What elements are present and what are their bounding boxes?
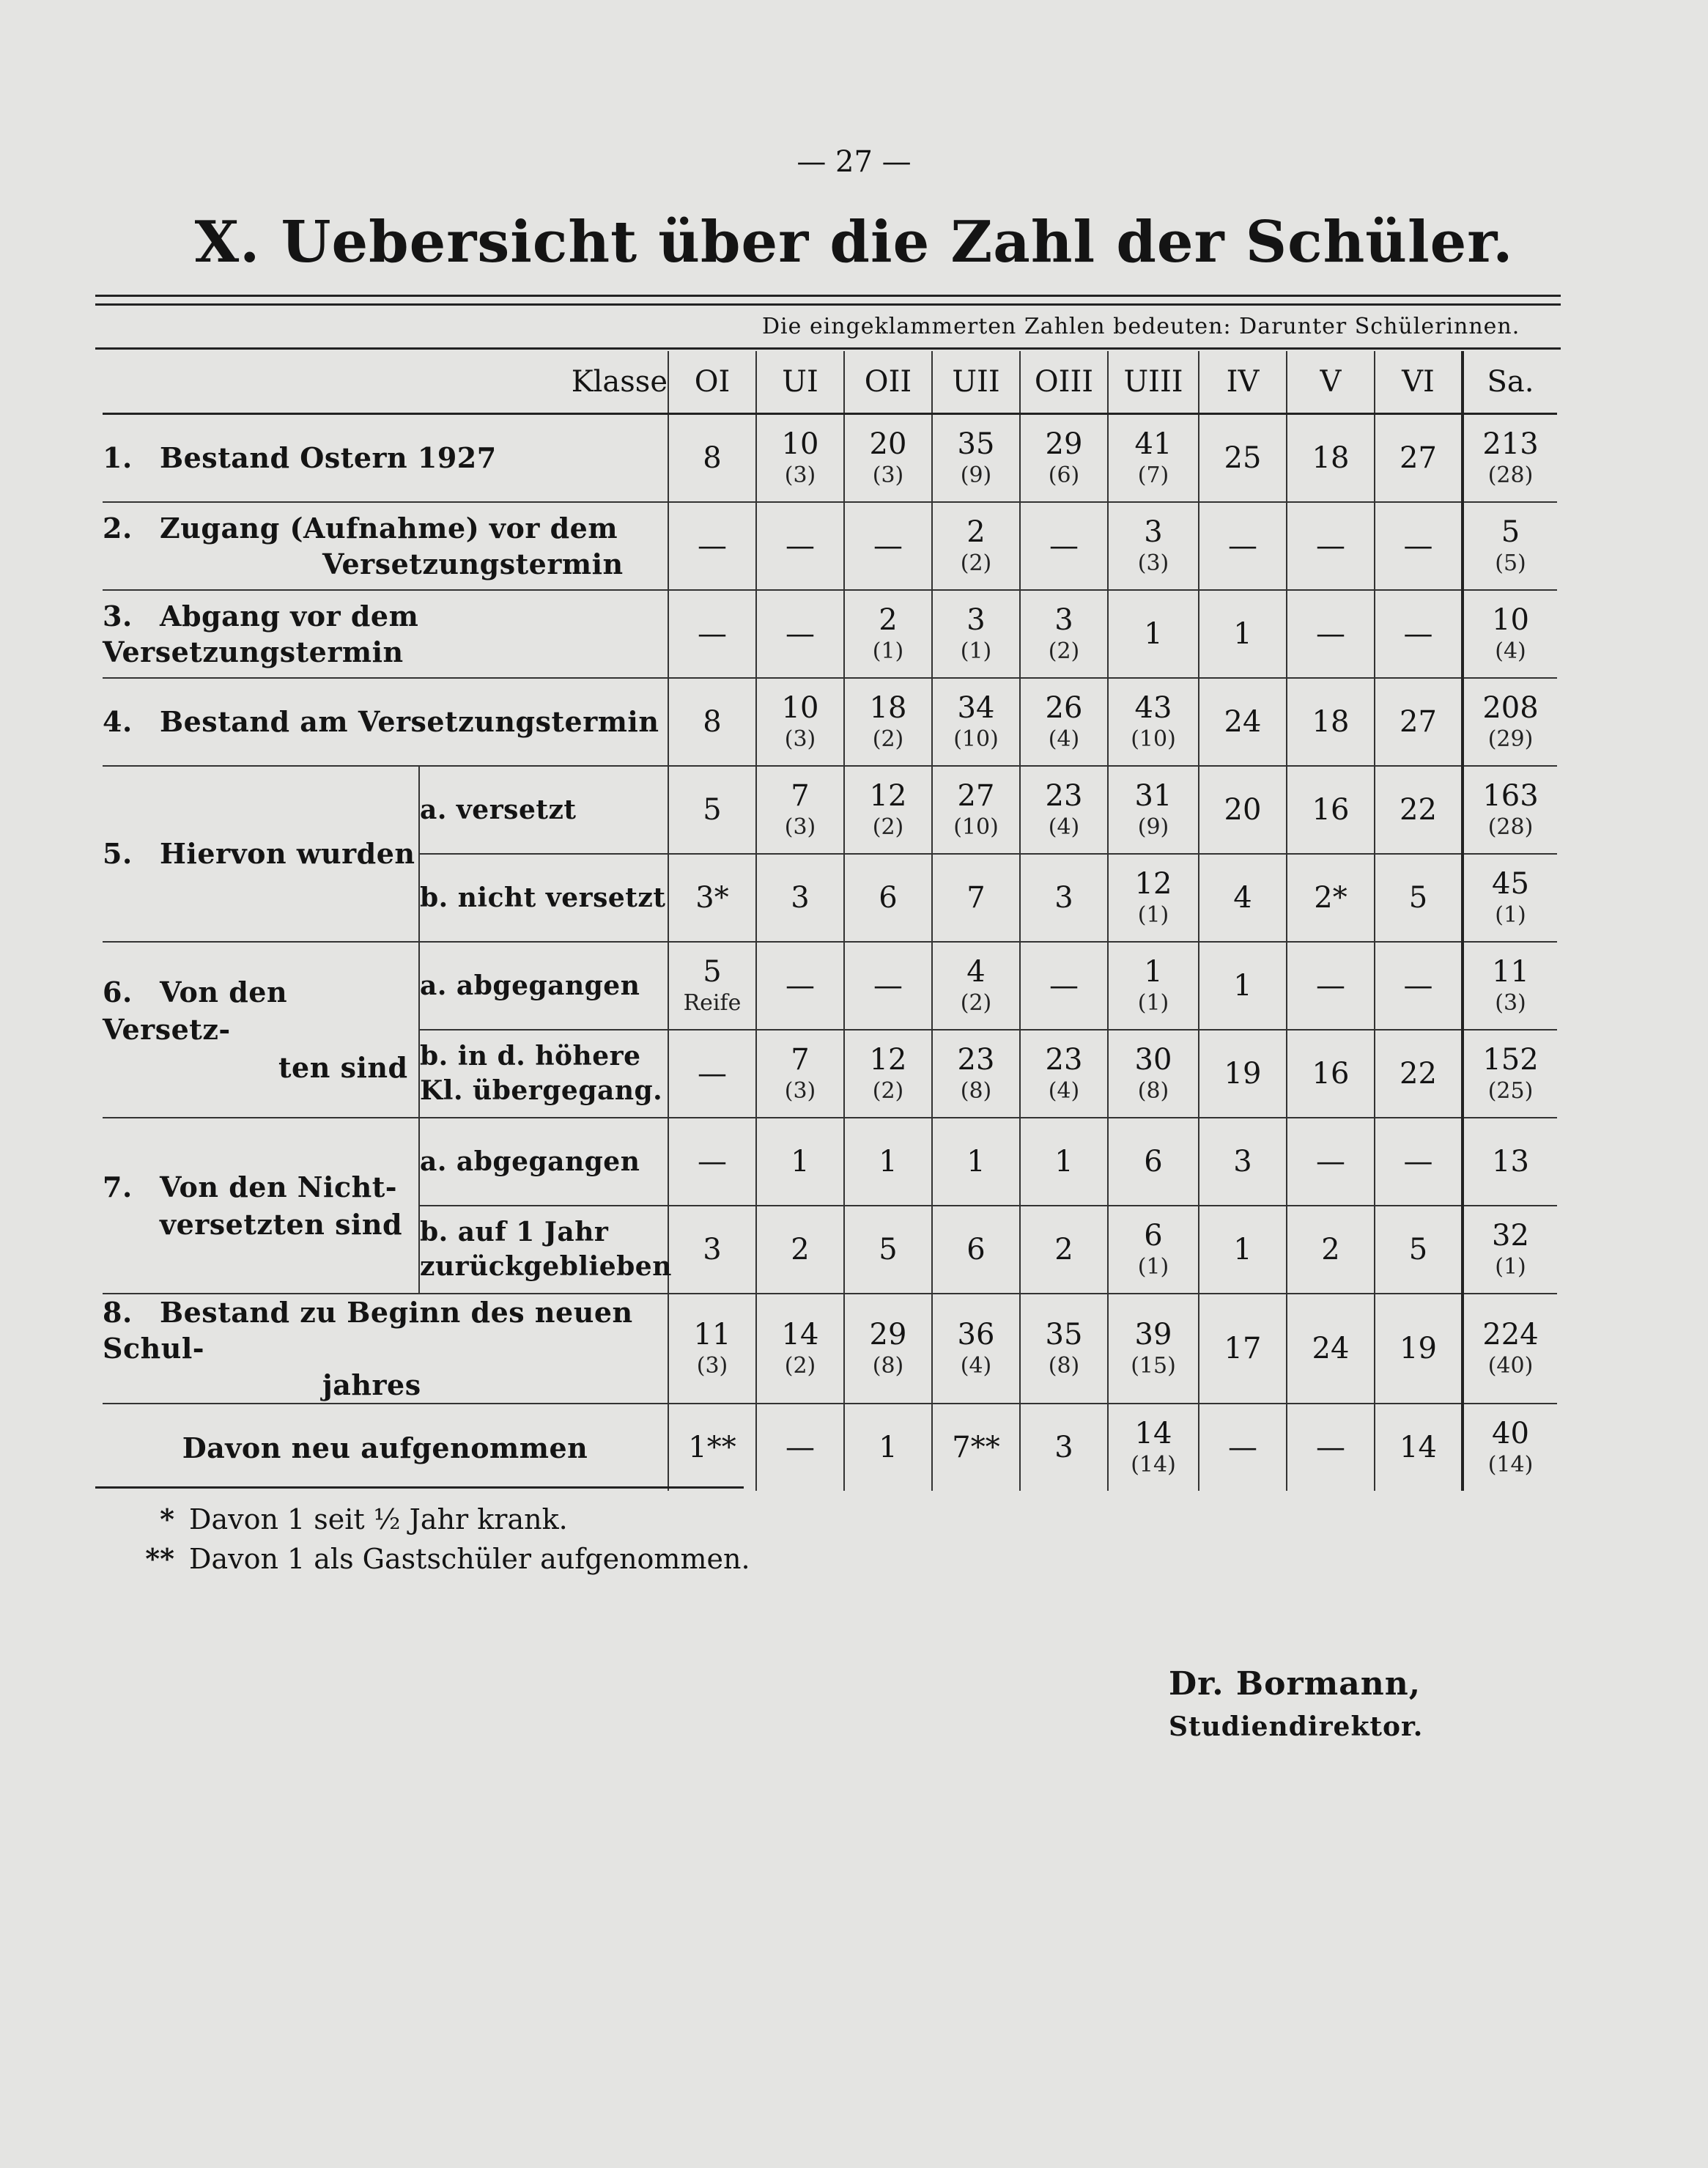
data-cell: 6 (1) <box>1108 1206 1199 1294</box>
student-count-table <box>103 351 1557 1491</box>
data-cell: — <box>668 502 756 590</box>
data-cell: 10 (3) <box>756 678 844 766</box>
data-cell: 43 (10) <box>1108 678 1199 766</box>
col-header: OIII <box>1020 351 1108 414</box>
col-header: IV <box>1199 351 1287 414</box>
data-cell: 14 (14) <box>1108 1404 1199 1491</box>
sub-row-label: a. abgegangen <box>419 1118 668 1206</box>
data-cell: 2 (2) <box>932 502 1020 590</box>
data-cell: 3* <box>668 854 756 942</box>
signature-title: Studiendirektor. <box>1169 1711 1424 1742</box>
data-cell: 17 <box>1199 1294 1287 1404</box>
data-cell: — <box>1287 1404 1375 1491</box>
data-cell: — <box>1287 1118 1375 1206</box>
sub-row-label: b. nicht versetzt <box>419 854 668 942</box>
data-cell: 2* <box>1287 854 1375 942</box>
data-cell: — <box>668 1118 756 1206</box>
page-number: — 27 — <box>796 145 912 179</box>
title-double-rule <box>95 295 1561 306</box>
data-cell: — <box>844 502 932 590</box>
data-cell: 16 <box>1287 766 1375 854</box>
data-cell: 10 (3) <box>756 414 844 503</box>
data-cell: 2 <box>756 1206 844 1294</box>
data-cell: 23 (8) <box>932 1030 1020 1118</box>
signature-name: Dr. Bormann, <box>1169 1665 1422 1703</box>
data-cell: 7 (3) <box>756 1030 844 1118</box>
data-cell: — <box>1375 1118 1463 1206</box>
data-cell: 34 (10) <box>932 678 1020 766</box>
data-cell: 8 <box>668 678 756 766</box>
data-cell: 1 <box>844 1404 932 1491</box>
total-cell: 13 <box>1463 1118 1557 1206</box>
group-label: 5. Hiervon wurden <box>103 766 419 942</box>
data-cell: 3 <box>1020 854 1108 942</box>
table-row <box>103 678 1557 766</box>
data-cell: 1 <box>1020 1118 1108 1206</box>
data-cell: — <box>756 942 844 1030</box>
data-cell: 20 <box>1199 766 1287 854</box>
data-cell: 2 (1) <box>844 590 932 678</box>
col-header: OII <box>844 351 932 414</box>
data-cell: 3 <box>668 1206 756 1294</box>
data-cell: 29 (8) <box>844 1294 932 1404</box>
data-cell: — <box>1287 502 1375 590</box>
col-header: V <box>1287 351 1375 414</box>
col-header: UI <box>756 351 844 414</box>
data-cell: 2 <box>1020 1206 1108 1294</box>
data-cell: 3 <box>1020 1404 1108 1491</box>
data-cell: 7 (3) <box>756 766 844 854</box>
data-cell: 8 <box>668 414 756 503</box>
data-cell: 3 <box>1199 1118 1287 1206</box>
total-cell: 11 (3) <box>1463 942 1557 1030</box>
data-cell: 16 <box>1287 1030 1375 1118</box>
table-note: Die eingeklammerten Zahlen bedeuten: Darunter Schülerinnen. <box>762 314 1520 339</box>
data-cell: 5 <box>1375 854 1463 942</box>
total-cell: 224 (40) <box>1463 1294 1557 1404</box>
data-cell: 5 Reife <box>668 942 756 1030</box>
header-row <box>103 351 1557 414</box>
data-cell: 26 (4) <box>1020 678 1108 766</box>
data-cell: 30 (8) <box>1108 1030 1199 1118</box>
data-cell: 14 (2) <box>756 1294 844 1404</box>
data-cell: 24 <box>1287 1294 1375 1404</box>
data-cell: 4 (2) <box>932 942 1020 1030</box>
data-cell: 35 (9) <box>932 414 1020 503</box>
data-cell: — <box>1199 502 1287 590</box>
group-label: 6. Von den Versetz- ten sind <box>103 942 419 1118</box>
data-cell: — <box>1287 942 1375 1030</box>
data-cell: 1 <box>844 1118 932 1206</box>
sub-row-label: a. versetzt <box>419 766 668 854</box>
data-cell: 19 <box>1375 1294 1463 1404</box>
data-cell: 20 (3) <box>844 414 932 503</box>
data-cell: — <box>756 502 844 590</box>
data-cell: 1 <box>756 1118 844 1206</box>
table-top-rule <box>95 347 1561 350</box>
data-cell: — <box>1020 942 1108 1030</box>
total-cell: 213 (28) <box>1463 414 1557 503</box>
data-cell: — <box>1375 942 1463 1030</box>
data-cell: 29 (6) <box>1020 414 1108 503</box>
data-cell: — <box>1375 502 1463 590</box>
total-cell: 40 (14) <box>1463 1404 1557 1491</box>
data-cell: 12 (2) <box>844 1030 932 1118</box>
table-row <box>103 414 1557 503</box>
total-cell: 32 (1) <box>1463 1206 1557 1294</box>
row-label: 4. Bestand am Versetzungstermin <box>103 678 668 766</box>
data-cell: 12 (1) <box>1108 854 1199 942</box>
data-cell: 6 <box>844 854 932 942</box>
table-row <box>103 1404 1557 1491</box>
data-cell: 27 <box>1375 678 1463 766</box>
data-cell: 25 <box>1199 414 1287 503</box>
total-cell: 208 (29) <box>1463 678 1557 766</box>
table-row <box>103 1118 1557 1206</box>
data-cell: 23 (4) <box>1020 1030 1108 1118</box>
data-cell: 7** <box>932 1404 1020 1491</box>
row-label: 1. Bestand Ostern 1927 <box>103 414 668 503</box>
table-row <box>103 502 1557 590</box>
footnote: ** Davon 1 als Gastschüler aufgenommen. <box>145 1542 750 1575</box>
data-cell: 11 (3) <box>668 1294 756 1404</box>
table-row <box>103 590 1557 678</box>
sub-row-label: b. auf 1 Jahr zurückgeblieben <box>419 1206 668 1294</box>
data-cell: — <box>1375 590 1463 678</box>
data-cell: 1 (1) <box>1108 942 1199 1030</box>
data-cell: — <box>668 590 756 678</box>
data-cell: — <box>1199 1404 1287 1491</box>
row-label: Davon neu aufgenommen <box>182 1431 588 1464</box>
data-cell: 5 <box>1375 1206 1463 1294</box>
row-label: 2. Zugang (Aufnahme) vor dem Versetzungstermin <box>103 502 668 590</box>
footnote: * Davon 1 seit ½ Jahr krank. <box>160 1503 568 1535</box>
data-cell: — <box>1287 590 1375 678</box>
data-cell: 2 <box>1287 1206 1375 1294</box>
data-cell: 6 <box>1108 1118 1199 1206</box>
data-cell: 27 <box>1375 414 1463 503</box>
group-label: 7. Von den Nicht- versetzten sind <box>103 1118 419 1294</box>
sub-row-label: b. in d. höhere Kl. übergegang. <box>419 1030 668 1118</box>
data-cell: 31 (9) <box>1108 766 1199 854</box>
data-cell: 12 (2) <box>844 766 932 854</box>
data-cell: 24 <box>1199 678 1287 766</box>
data-cell: 1 <box>1199 590 1287 678</box>
col-header: UIII <box>1108 351 1199 414</box>
table-row <box>103 942 1557 1030</box>
data-cell: 41 (7) <box>1108 414 1199 503</box>
data-cell: — <box>1020 502 1108 590</box>
data-cell: 19 <box>1199 1030 1287 1118</box>
data-cell: 22 <box>1375 766 1463 854</box>
data-cell: 1 <box>1108 590 1199 678</box>
data-cell: 5 <box>844 1206 932 1294</box>
header-klasse: Klasse <box>103 351 668 414</box>
data-cell: 36 (4) <box>932 1294 1020 1404</box>
data-cell: 4 <box>1199 854 1287 942</box>
col-header-total: Sa. <box>1463 351 1557 414</box>
data-cell: 3 (3) <box>1108 502 1199 590</box>
data-cell: 1** <box>668 1404 756 1491</box>
total-cell: 45 (1) <box>1463 854 1557 942</box>
data-cell: 18 (2) <box>844 678 932 766</box>
data-cell: 1 <box>1199 1206 1287 1294</box>
total-cell: 5 (5) <box>1463 502 1557 590</box>
total-cell: 163 (28) <box>1463 766 1557 854</box>
total-cell: 10 (4) <box>1463 590 1557 678</box>
sub-row-label: a. abgegangen <box>419 942 668 1030</box>
data-cell: 1 <box>932 1118 1020 1206</box>
data-cell: 5 <box>668 766 756 854</box>
page-title: X. Uebersicht über die Zahl der Schüler. <box>194 209 1514 276</box>
data-cell: — <box>844 942 932 1030</box>
data-cell: 1 <box>1199 942 1287 1030</box>
row-label: 8. Bestand zu Beginn des neuen Schul- jahres <box>103 1294 668 1404</box>
data-cell: 7 <box>932 854 1020 942</box>
data-cell: 14 <box>1375 1404 1463 1491</box>
row-label: 3. Abgang vor dem Versetzungstermin <box>103 590 668 678</box>
data-cell: 3 (2) <box>1020 590 1108 678</box>
data-cell: — <box>756 590 844 678</box>
footnote-rule <box>95 1486 744 1489</box>
data-cell: 3 (1) <box>932 590 1020 678</box>
data-cell: — <box>668 1030 756 1118</box>
data-cell: 23 (4) <box>1020 766 1108 854</box>
table-row <box>103 766 1557 854</box>
table-row <box>103 1294 1557 1404</box>
data-cell: — <box>756 1404 844 1491</box>
data-cell: 35 (8) <box>1020 1294 1108 1404</box>
col-header: OI <box>668 351 756 414</box>
data-cell: 6 <box>932 1206 1020 1294</box>
col-header: VI <box>1375 351 1463 414</box>
data-cell: 27 (10) <box>932 766 1020 854</box>
data-cell: 22 <box>1375 1030 1463 1118</box>
data-cell: 39 (15) <box>1108 1294 1199 1404</box>
col-header: UII <box>932 351 1020 414</box>
data-cell: 3 <box>756 854 844 942</box>
data-cell: 18 <box>1287 414 1375 503</box>
total-cell: 152 (25) <box>1463 1030 1557 1118</box>
data-cell: 18 <box>1287 678 1375 766</box>
